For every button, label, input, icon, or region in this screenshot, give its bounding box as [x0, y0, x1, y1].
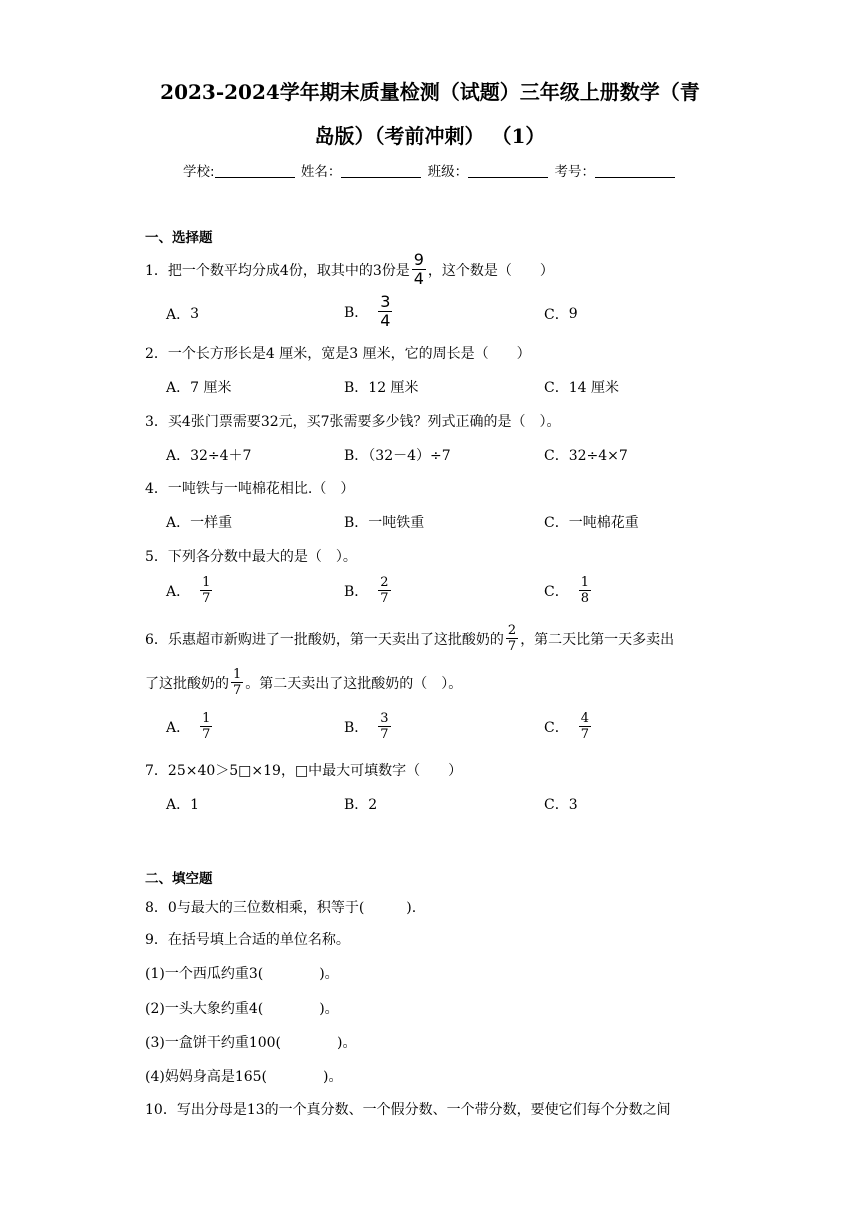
- q6-fraction-1: $\frac{2}{7}$: [507, 623, 517, 654]
- question-6-line2: 了这批酸奶的 $\frac{1}{7}$ 。第二天卖出了这批酸奶的（ ）。: [145, 667, 463, 698]
- student-info-line: [0, 160, 860, 180]
- school-blank[interactable]: [215, 177, 295, 178]
- q6-option-c[interactable]: C． $\frac{4}{7}$: [544, 711, 589, 742]
- class-label: 班级：: [427, 164, 469, 180]
- q1-text-after: ，这个数是（ ）: [427, 262, 554, 279]
- question-9-3: (3)一盒饼干约重100( )。: [145, 1035, 357, 1051]
- q1-text-before: 1．把一个数平均分成4份，取其中的3份是: [145, 262, 410, 279]
- q1-option-c[interactable]: C． 9: [544, 306, 578, 323]
- q2-option-b[interactable]: B．12 厘米: [344, 380, 419, 396]
- q6-option-b[interactable]: B． $\frac{3}{7}$: [344, 711, 389, 742]
- q4-option-b[interactable]: B．一吨铁重: [344, 515, 425, 531]
- school-label: 学校:: [183, 164, 215, 180]
- q5-option-b[interactable]: B． $\frac{2}{7}$: [344, 575, 389, 606]
- question-1: [145, 252, 554, 287]
- q4-option-c[interactable]: C．一吨棉花重: [544, 515, 639, 531]
- exam-title-line1: 2023-2024学年期末质量检测（试题）三年级上册数学（青: [160, 80, 700, 104]
- exam-no-label: 考号：: [554, 164, 595, 180]
- q3-option-a[interactable]: A．32÷4＋7: [166, 448, 252, 464]
- class-blank[interactable]: [468, 177, 548, 178]
- section-heading-choice: 一、选择题: [145, 230, 213, 246]
- q1-fraction: $\frac{9}{4}$: [413, 250, 424, 288]
- q7-option-a[interactable]: A．1: [166, 797, 200, 813]
- name-blank[interactable]: [341, 177, 421, 178]
- question-9-4: (4)妈妈身高是165( )。: [145, 1069, 343, 1085]
- name-label: 姓名：: [300, 164, 342, 180]
- q2-option-a[interactable]: A．7 厘米: [166, 380, 232, 396]
- question-9-1: (1)一个西瓜约重3( )。: [145, 966, 339, 982]
- q6-fraction-2: $\frac{1}{7}$: [233, 667, 242, 698]
- q6-option-a[interactable]: A． $\frac{1}{7}$: [166, 711, 211, 742]
- question-3: 3．买4张门票需要32元，买7张需要多少钱？列式正确的是（ ）。: [145, 414, 561, 430]
- question-9: 9．在括号填上合适的单位名称。: [145, 932, 350, 948]
- q3-option-b[interactable]: B．（32－4）÷7: [344, 448, 451, 464]
- q4-option-a[interactable]: A．一样重: [166, 515, 233, 531]
- q7-option-c[interactable]: C．3: [544, 797, 578, 813]
- q1-option-a[interactable]: A． 3: [166, 306, 200, 323]
- q2-option-c[interactable]: C．14 厘米: [544, 380, 619, 396]
- question-5: 5．下列各分数中最大的是（ ）。: [145, 549, 357, 565]
- q5-option-c[interactable]: C． $\frac{1}{8}$: [544, 575, 589, 606]
- question-6-line1: 6．乐惠超市新购进了一批酸奶，第一天卖出了这批酸奶的 $\frac{2}{7}$ ，第二天比第一天多卖出: [145, 623, 675, 654]
- q3-option-c[interactable]: C．32÷4×7: [544, 448, 628, 464]
- question-7: 7．25×40＞5□×19，□中最大可填数字（ ）: [145, 763, 463, 779]
- question-9-2: (2)一头大象约重4( )。: [145, 1001, 339, 1017]
- question-10: 10．写出分母是13的一个真分数、一个假分数、一个带分数，要使它们每个分数之间: [145, 1102, 671, 1118]
- q5-option-a[interactable]: A． $\frac{1}{7}$: [166, 575, 211, 606]
- exam-no-blank[interactable]: [595, 177, 675, 178]
- q7-option-b[interactable]: B．2: [344, 797, 378, 813]
- question-2: 2．一个长方形长是4 厘米，宽是3 厘米，它的周长是（ ）: [145, 346, 531, 362]
- q1-option-b[interactable]: B． $\frac{3}{4}$: [344, 292, 391, 330]
- section-heading-fill: 二、填空题: [145, 871, 213, 887]
- exam-title-line2: 岛版）（考前冲刺） （1）: [314, 124, 546, 148]
- question-4: 4．一吨铁与一吨棉花相比.（ ）: [145, 481, 355, 497]
- question-8: 8．0与最大的三位数相乘，积等于( ).: [145, 900, 417, 916]
